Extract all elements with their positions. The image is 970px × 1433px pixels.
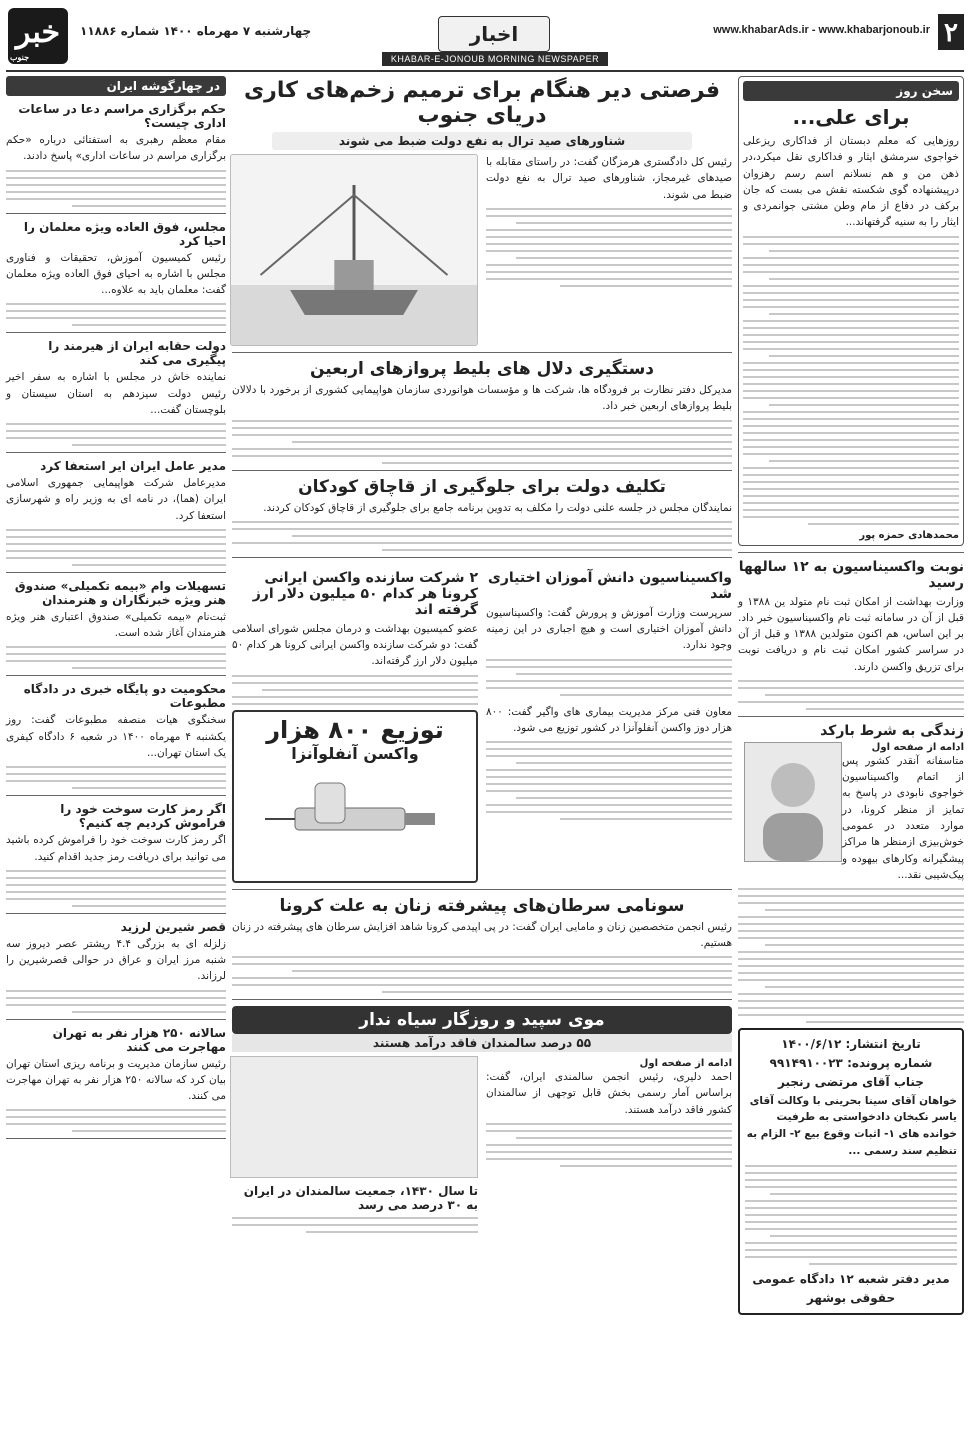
vax-title: نوبت واکسیناسیون به ۱۲ سالهها رسید: [738, 558, 964, 591]
life-lede: متاسفانه آنقدر کشور پس از اتمام واکسیناسیون خواجوی نابودی در پاسخ به تمایز از منظر کرونا، در موارد متعدد در عمومی خوش‌بیزی ازمنظر ها مراکز پیشگیرانه وکارهای بیهوده و پیک‌شیبی نقد...: [842, 754, 964, 881]
left-news-title: اگر رمز کارت سوخت خود را فراموش کردیم چه کنیم؟: [60, 802, 226, 831]
left-news-lede: رئیس سازمان مدیریت و برنامه ریزی استان تهران بیان کرد که سالانه ۲۵۰ هزار نفر به تهران مهاجرت می کنند.: [6, 1057, 226, 1103]
life-title: زندگی به شرط بارکد: [820, 722, 964, 739]
logo-text: خبر: [15, 15, 61, 50]
left-news-title: مدیر عامل ایران ایر استعفا کرد: [40, 459, 226, 474]
cancer-headline: سونامی سرطان‌های پیشرفته زنان به علت کرونا: [279, 895, 685, 916]
students-vax-lede: سرپرست وزارت آموزش و پرورش گفت: واکسیناسیون دانش آموزان اختیاری است و هیچ اجباری در این زمینه وجود ندارد.: [486, 606, 732, 652]
main-lede: رئیس کل دادگستری هرمزگان گفت: در راستای مقابله با صیدهای غیرمجاز، شناورهای صید ترال به نفع دولت ضبط می شوند.: [486, 156, 732, 201]
left-kicker: در چهارگوشه ایران: [6, 76, 226, 96]
main-headline: فرصتی دیر هنگام برای ترمیم زخم‌های کاری دریای جنوب: [244, 78, 720, 128]
corona-lede: عضو کمیسیون بهداشت و درمان مجلس شورای اسلامی گفت: دو شرکت سازنده واکسن ایرانی کرونا هر کدام ۵۰ میلیون دلار ارز گرفته‌اند.: [232, 622, 478, 668]
left-news-title: تسهیلات وام «بیمه تکمیلی» صندوق هنر ویژه خبرنگاران و هنرمندان: [14, 578, 226, 607]
editorial-box: [738, 76, 964, 546]
left-news-item: [6, 459, 226, 573]
flu-vaccine-subtitle: واکسن آنفلوآنزا: [291, 743, 419, 763]
editorial-kicker: سخن روز: [743, 81, 959, 101]
left-news-title: قصر شیرین لرزید: [120, 919, 226, 934]
left-news-lede: اگر رمز کارت سوخت خود را فراموش کرده باشید می توانید برای دریافت رمز جدید اقدام کنید.: [6, 834, 226, 863]
author-portrait: [744, 742, 842, 862]
left-news-title: سالانه ۲۵۰ هزار نفر به تهران مهاجرت می کنند: [52, 1025, 226, 1054]
left-news-lede: نماینده خاش در مجلس با اشاره به سفر اخیر رئیس دولت سیزدهم به استان سیستان و بلوچستان گفت...: [6, 371, 226, 416]
left-news-item: [6, 220, 226, 334]
life-byline: ادامه از صفحه اول: [871, 741, 964, 753]
ticket-headline: دستگیری دلال های بلیط پروازهای اربعین: [309, 359, 655, 379]
left-news-title: مجلس، فوق العاده ویژه معلمان را احیا کرد: [23, 219, 226, 248]
elderly-stat: تا سال ۱۴۳۰، جمعیت سالمندان در ایران به ۳۰ درصد می رسد: [243, 1184, 478, 1213]
left-news-item: [6, 339, 226, 453]
editorial-byline: محمدهادی حمزه پور: [859, 529, 959, 541]
elderly-byline: ادامه از صفحه اول: [639, 1058, 732, 1070]
middle-column: [232, 76, 732, 1426]
main-subheadline: شناورهای صید ترال به نفع دولت ضبط می شوند: [272, 132, 692, 150]
editorial-title: برای علی...: [792, 105, 910, 129]
flu-vax-lede: معاون فنی مرکز مدیریت بیماری های واگیر گفت: ۸۰۰ هزار دوز واکسن آنفلوآنزا در کشور توزیع می شود.: [486, 705, 732, 734]
students-vax-title: واکسیناسیون دانش آموزان اختیاری شد: [488, 569, 732, 602]
right-column: [738, 76, 964, 1426]
elderly-lede: احمد دلیری، رئیس انجمن سالمندی ایران، گفت: براساس آمار رسمی بخش قابل توجهی از سالمندان کشور فاقد درآمد هستند.: [486, 1071, 732, 1116]
left-news-title: حکم برگزاری مراسم دعا در ساعات اداری چیست؟: [18, 102, 226, 130]
left-news-title: دولت حقابه ایران از هیرمند را پیگیری می کند: [48, 339, 226, 368]
left-news-lede: ثبت‌نام «بیمه تکمیلی» صندوق اعتباری هنر ویژه هنرمندان آغاز شده است.: [6, 610, 226, 640]
child-headline: تکلیف دولت برای جلوگیری از قاچاق کودکان: [298, 476, 666, 497]
legal-ref: شماره پرونده: ۹۹۱۴۹۱۰۰۲۳: [769, 1056, 933, 1071]
elderly-hands-photo: [230, 1056, 478, 1178]
fishing-boat-photo: [230, 154, 478, 346]
legal-date: تاریخ انتشار: ۱۴۰۰/۶/۱۲: [781, 1037, 921, 1052]
left-news-item: [6, 1026, 226, 1140]
flu-vaccine-title: توزیع ۸۰۰ هزار: [266, 715, 444, 744]
left-news-item: [6, 920, 226, 1020]
editorial-body: [743, 236, 959, 525]
elderly-feature-subtitle: ۵۵ درصد سالمندان فاقد درآمد هستند: [232, 1034, 732, 1052]
left-news-item: [6, 682, 226, 796]
elderly-feature-title: موی سپید و روزگار سیاه ندار: [232, 1006, 732, 1034]
legal-text: خواهان آقای سینا بحرینی با وکالت آقای یاسر نکبخان دادخواستی به طرفیت خوانده های ۱- اثبات وقوع بیع ۲- الزام به تنظیم سند رسمی ...: [746, 1094, 957, 1157]
left-column: [6, 76, 226, 1426]
flu-vaccine-box: [232, 710, 478, 883]
left-news-title: محکومیت دو پایگاه خبری در دادگاه مطبوعات: [23, 682, 226, 711]
left-news-list: [6, 102, 226, 1139]
section-title: اخبار: [438, 16, 550, 52]
cancer-lede: رئیس انجمن متخصصین زنان و مامایی ایران گفت: در پی اپیدمی کرونا شاهد افزایش سرطان های پیشرفته در زنان هستیم.: [232, 920, 732, 949]
site-urls[interactable]: www.khabarAds.ir - www.khabarjonoub.ir: [713, 24, 930, 36]
newspaper-tagline: KHABAR-E-JONOUB MORNING NEWSPAPER: [382, 52, 608, 66]
page-header: [6, 6, 964, 72]
left-news-lede: رئیس کمیسیون آموزش، تحقیقات و فناوری مجلس با اشاره به احیای فوق العاده ویژه معلمان گفت: معلمان باید به علاوه...: [6, 251, 226, 297]
left-news-lede: مدیرعامل شرکت هواپیمایی جمهوری اسلامی ایران (هما)، در نامه ای به وزیر راه و شهرسازی استعفا کرد.: [6, 477, 226, 522]
legal-notice: [738, 1028, 964, 1315]
newspaper-logo: [8, 8, 68, 64]
syringe-icon: [238, 763, 472, 873]
corona-title: ۲ شرکت سازنده واکسن ایرانی کرونا هر کدام ۵۰ میلیون دلار ارز گرفته اند: [252, 569, 478, 618]
vax-lede: وزارت بهداشت از امکان ثبت نام متولد ین ۱۳۸۸ و قبل از آن در سامانه ثبت نام واکسیناسیون خبر داد. بر این اساس، هم اکنون متولدین ۱۳۸۸ و قبل از آن در سراسر کشور امکان ثبت نام و دریافت نوبت برای تزریق واکسن دارند.: [738, 595, 964, 673]
legal-addressee: جناب آقای مرتضی رنجبر: [778, 1075, 924, 1090]
issue-dateline: چهارشنبه ۷ مهرماه ۱۴۰۰ شماره ۱۱۸۸۶: [80, 24, 312, 38]
left-news-lede: مقام معظم رهبری به استفتائی درباره «حکم برگزاری مراسم در ساعات اداری» پاسخ دادند.: [6, 134, 226, 163]
child-lede: نمایندگان مجلس در جلسه علنی دولت را مکلف به تدوین برنامه جامع برای جلوگیری از قاچاق کودکان کردند.: [263, 501, 732, 514]
left-news-lede: زلزله ای به بزرگی ۴.۴ ریشتر عصر دیروز سه شنبه مرز ایران و عراق در حوالی قصرشیرین را لرزاند.: [6, 937, 227, 983]
editorial-lede: روزهایی که معلم دبستان از فداکاری ریزعلی خواجوی سرمشق ایثار و فداکاری نقل میکرد،در ذهن من و هم نسلانم اسم رسم رهزوان درپیشنهاده گوی شکسته نقش می بست که جان برکف در دفاع از مام وطن مشتی جوانمردی و ایثار را به سنیه گرفتهاند...: [743, 135, 959, 229]
left-news-item: [6, 802, 226, 914]
logo-subtext: جنوب: [10, 52, 30, 62]
left-news-item: [6, 579, 226, 677]
left-news-lede: سخنگوی هیات منصفه مطبوعات گفت: روز یکشنبه ۴ مهرماه ۱۴۰۰ در شعبه ۶ دادگاه کیفری یک استان تهران...: [6, 714, 227, 759]
left-news-item: [6, 102, 226, 214]
ticket-lede: مدیرکل دفتر نظارت بر فرودگاه ها، شرکت ها و مؤسسات هوانوردی سازمان هواپیمایی کشوری از برخورد با دلالان بلیط پروازهای اربعین خبر داد.: [232, 384, 732, 413]
page-number: ۲: [938, 14, 964, 50]
legal-signature: مدیر دفتر شعبه ۱۲ دادگاه عمومی حقوقی بوشهر: [752, 1271, 950, 1305]
